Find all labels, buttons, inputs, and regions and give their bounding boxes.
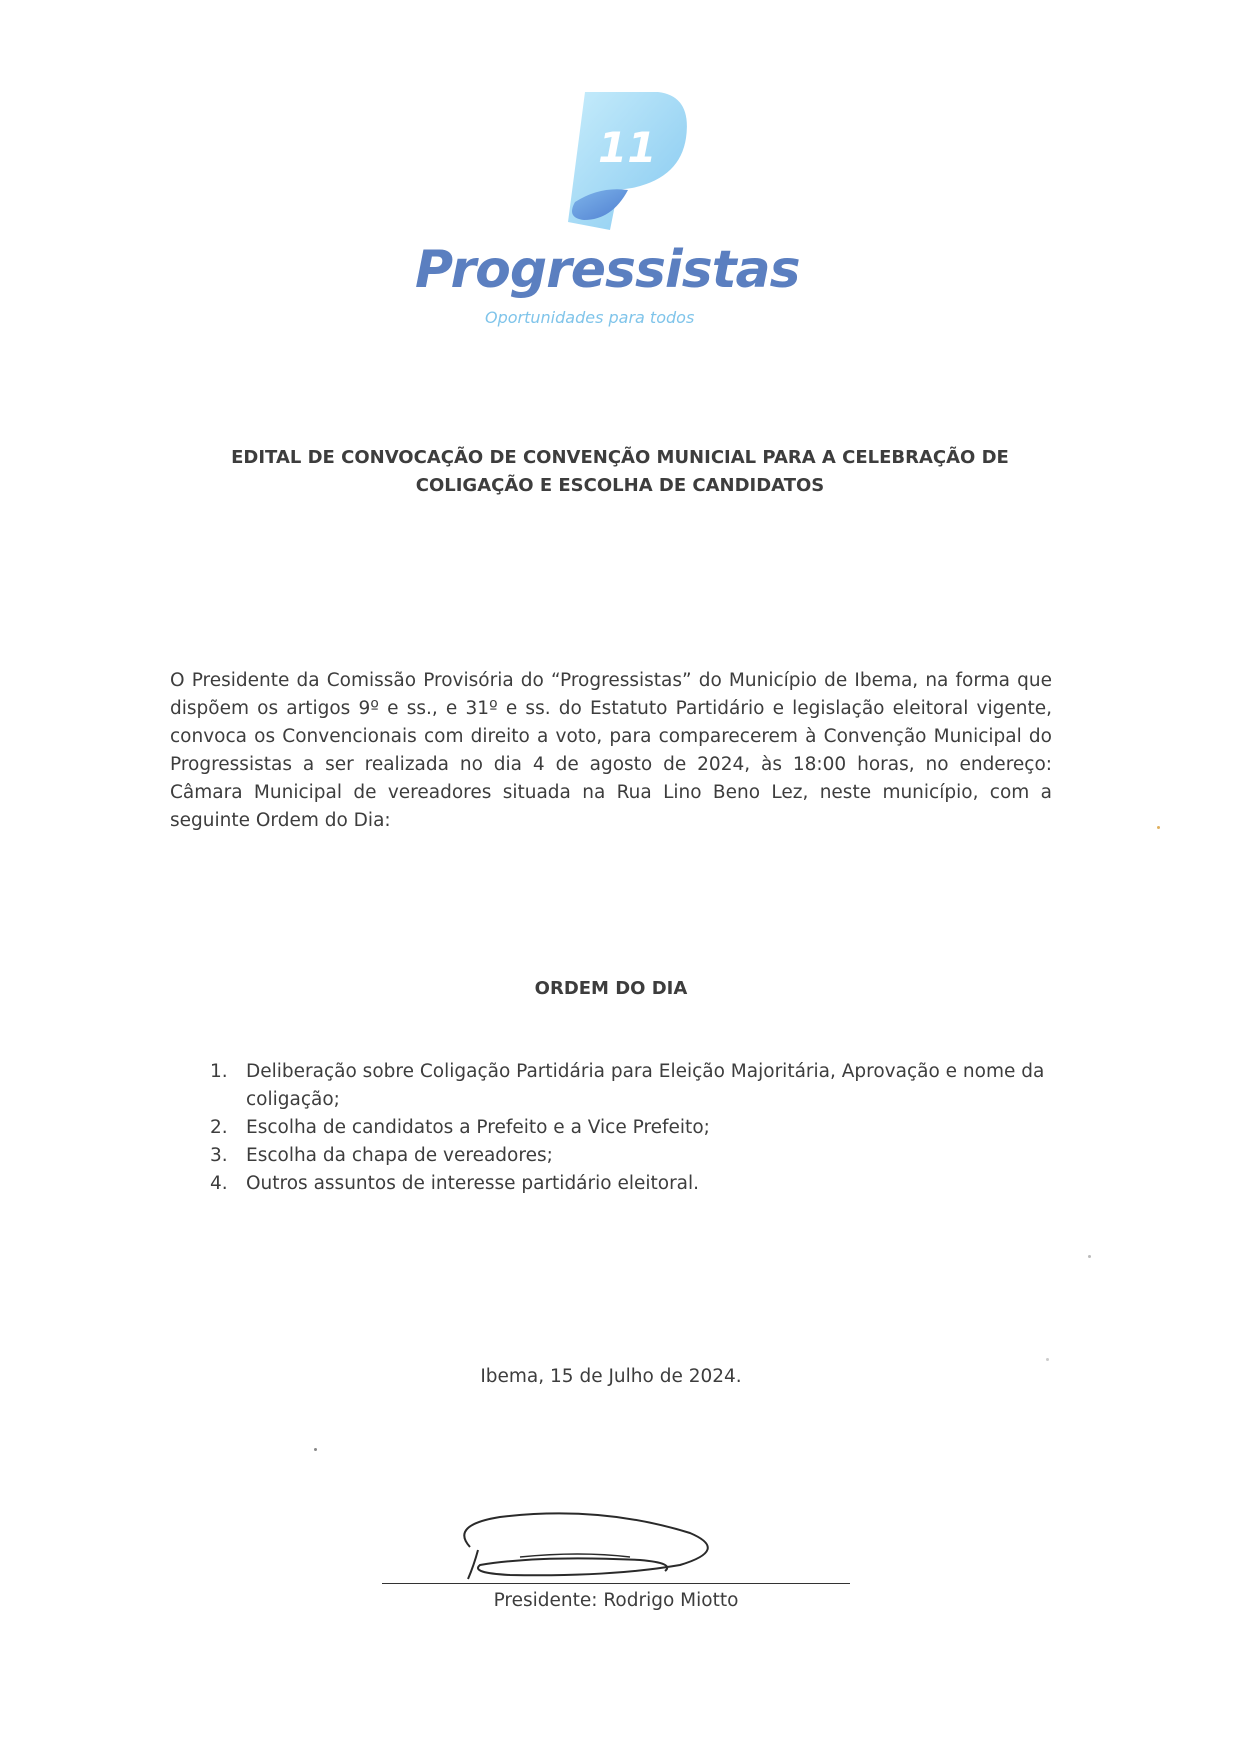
document-title-line-2: COLIGAÇÃO E ESCOLHA DE CANDIDATOS xyxy=(415,475,825,496)
signatory-name: Presidente: Rodrigo Miotto xyxy=(493,1590,739,1611)
scan-speck xyxy=(1157,826,1160,829)
logo-wordmark: Progressistas xyxy=(415,240,800,300)
agenda-item-text: Deliberação sobre Coligação Partidária para Eleição Majoritária, Aprovação e nome da coligação; xyxy=(246,1061,1045,1110)
scan-speck xyxy=(314,1448,317,1451)
document-title xyxy=(170,444,1070,500)
agenda-item-text: Escolha de candidatos a Prefeito e a Vice Prefeito; xyxy=(246,1117,710,1138)
agenda-item-number: 4. xyxy=(210,1173,228,1194)
handwritten-signature xyxy=(440,1505,740,1585)
place-and-date: Ibema, 15 de Julho de 2024. xyxy=(480,1366,742,1387)
signature-line xyxy=(382,1583,850,1584)
scan-speck xyxy=(1046,1358,1049,1361)
agenda-item xyxy=(200,1114,1060,1142)
agenda-item-number: 2. xyxy=(210,1117,228,1138)
agenda-item xyxy=(200,1142,1060,1170)
agenda-item-text: Outros assuntos de interesse partidário eleitoral. xyxy=(246,1173,700,1194)
convocation-paragraph: O Presidente da Comissão Provisória do “Progressistas” do Município de Ibema, na forma que dispõem os artigos 9º e ss., e 31º e ss. do Estatuto Partidário e legislação eleitoral vigente, convoca os Convencionais com direito a voto, para comparecerem à Convenção Municipal do Progressistas a ser realizada no dia 4 de agosto de 2024, às 18:00 horas, no endereço: Câmara Municipal de vereadores situada na Rua Lino Beno Lez, neste município, com a seguinte Ordem do Dia: xyxy=(170,670,1052,831)
agenda-item xyxy=(200,1170,1060,1198)
document-title-line-1: EDITAL DE CONVOCAÇÃO DE CONVENÇÃO MUNICIAL PARA A CELEBRAÇÃO DE xyxy=(231,447,1009,468)
agenda-item-text: Escolha da chapa de vereadores; xyxy=(246,1145,553,1166)
logo-number: 11 xyxy=(598,123,657,172)
logo-slogan: Oportunidades para todos xyxy=(485,308,695,327)
party-logo xyxy=(400,90,820,340)
p-11-emblem xyxy=(400,90,820,240)
scan-speck xyxy=(1088,1255,1091,1258)
agenda-list xyxy=(200,1058,1060,1198)
agenda-item-number: 1. xyxy=(210,1061,228,1082)
agenda-heading: ORDEM DO DIA xyxy=(534,978,688,999)
number-11-badge xyxy=(598,123,656,172)
agenda-item-number: 3. xyxy=(210,1145,228,1166)
agenda-item xyxy=(200,1058,1060,1114)
